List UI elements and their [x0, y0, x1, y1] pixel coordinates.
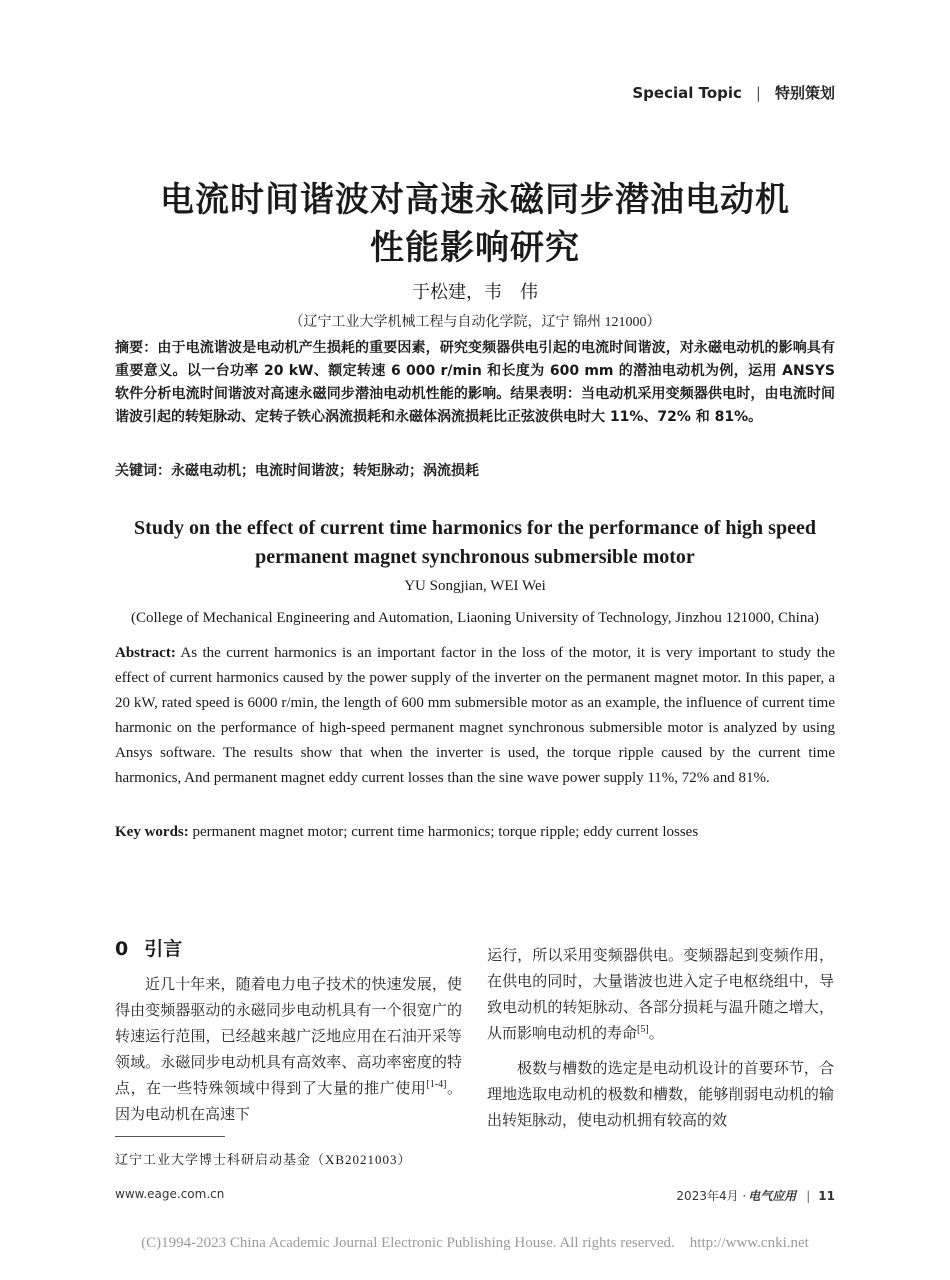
right-p1-text-b: 。	[648, 1026, 664, 1042]
cn-keywords-label: 关键词：	[115, 463, 171, 479]
cn-keywords-text: 永磁电动机；电流时间谐波；转矩脉动；涡流损耗	[171, 463, 479, 479]
cn-keywords	[115, 460, 835, 480]
cn-title-line1: 电流时间谐波对高速永磁同步潜油电动机	[160, 180, 790, 220]
section-title: 引言	[144, 938, 183, 960]
right-paragraph-1	[487, 943, 834, 1047]
en-title	[95, 514, 855, 572]
left-p1-text-a: 近几十年来，随着电力电子技术的快速发展，使得由变频器驱动的永磁同步电动机具有一个很宽广的转速运行范围，已经越来越广泛地应用在石油开采等领域。永磁同步电动机具有高效率、高功率密度的特点，在一些特殊领域中得到了大量的推广使用	[115, 977, 462, 1097]
footer-date: 2023年4月 ·	[676, 1189, 747, 1203]
cn-title	[0, 176, 950, 272]
en-title-line2: permanent magnet synchronous submersible motor	[255, 546, 695, 568]
copyright-notice: (C)1994-2023 China Academic Journal Electronic Publishing House. All rights reserved. http://www.cnki.net	[141, 1235, 809, 1251]
en-affiliation: (College of Mechanical Engineering and Automation, Liaoning University of Technology, Jinzhou 121000, China)	[131, 610, 819, 626]
section-label-en: Special Topic	[632, 84, 742, 102]
en-abstract	[115, 641, 835, 791]
section-heading	[115, 934, 182, 961]
citation-ref: [5]	[637, 1024, 649, 1035]
footnote-rule	[115, 1136, 225, 1137]
running-header	[632, 82, 835, 103]
body-column-left	[115, 972, 462, 1128]
left-p1-text-b: 。因为电动机在高速下	[115, 1081, 462, 1123]
right-p1-text-a: 运行，所以采用变频器供电。变频器起到变频作用，在供电的同时，大量谐波也进入定子电枢绕组中，导致电动机的转矩脉动、各部分损耗与温升随之增大，从而影响电动机的寿命	[487, 948, 834, 1042]
en-abstract-label: Abstract:	[115, 645, 176, 661]
en-keywords-text: permanent magnet motor; current time harmonics; torque ripple; eddy current losses	[188, 824, 699, 840]
en-keywords-label: Key words:	[115, 824, 189, 840]
section-number: 0	[115, 938, 129, 960]
en-authors: YU Songjian, WEI Wei	[404, 578, 546, 594]
footnote: 辽宁工业大学博士科研启动基金（XB2021003）	[115, 1152, 412, 1167]
footer-divider: |	[806, 1189, 811, 1203]
cn-affiliation: （辽宁工业大学机械工程与自动化学院，辽宁 锦州 121000）	[289, 315, 661, 330]
footer-page-info	[676, 1187, 835, 1204]
header-divider: |	[755, 84, 761, 102]
body-column-right	[487, 943, 834, 1134]
cn-title-line2: 性能影响研究	[370, 228, 580, 268]
section-label-cn: 特别策划	[774, 84, 835, 102]
en-keywords	[115, 824, 835, 841]
en-title-line1: Study on the effect of current time harmonics for the performance of high speed	[134, 517, 816, 539]
right-paragraph-2: 极数与槽数的选定是电动机设计的首要环节，合理地选取电动机的极数和槽数，能够削弱电动机的输出转矩脉动，使电动机拥有较高的效	[487, 1061, 834, 1129]
citation-ref: [1-4]	[426, 1079, 447, 1090]
cn-authors: 于松建，韦 伟	[412, 282, 538, 303]
cn-abstract-label: 摘要：	[115, 340, 158, 356]
en-abstract-text: As the current harmonics is an important factor in the loss of the motor, it is very important to study the effect of current harmonics caused by the power supply of the inverter on the permanent magnet motor. In this paper, a 20 kW, rated speed is 6000 r/min, the length of 600 mm submersible motor as an example, the influence of current time harmonic on the performance of high-speed permanent magnet synchronous submersible motor is analyzed by using Ansys software. The results show that when the inverter is used, the torque ripple caused by the current time harmonics, And permanent magnet eddy current losses than the sine wave power supply 11%, 72% and 81%.	[115, 645, 835, 786]
cn-abstract-text: 由于电流谐波是电动机产生损耗的重要因素，研究变频器供电引起的电流时间谐波，对永磁电动机的影响具有重要意义。以一台功率 20 kW、额定转速 6 000 r/min 和长度为 600 mm 的潜油电动机为例，运用 ANSYS 软件分析电流时间谐波对高速永磁同步潜油电动机性能的影响。结果表明：当电动机采用变频器供电时，由电流时间谐波引起的转矩脉动、定转子铁心涡流损耗和永磁体涡流损耗比正弦波供电时大 11%、72% 和 81%。	[115, 340, 836, 425]
footer-url: www.eage.com.cn	[115, 1187, 225, 1201]
left-paragraph-1	[115, 972, 462, 1128]
journal-logo: 电气应用	[748, 1189, 797, 1203]
page-number: 11	[818, 1189, 835, 1203]
cn-abstract	[115, 337, 835, 429]
